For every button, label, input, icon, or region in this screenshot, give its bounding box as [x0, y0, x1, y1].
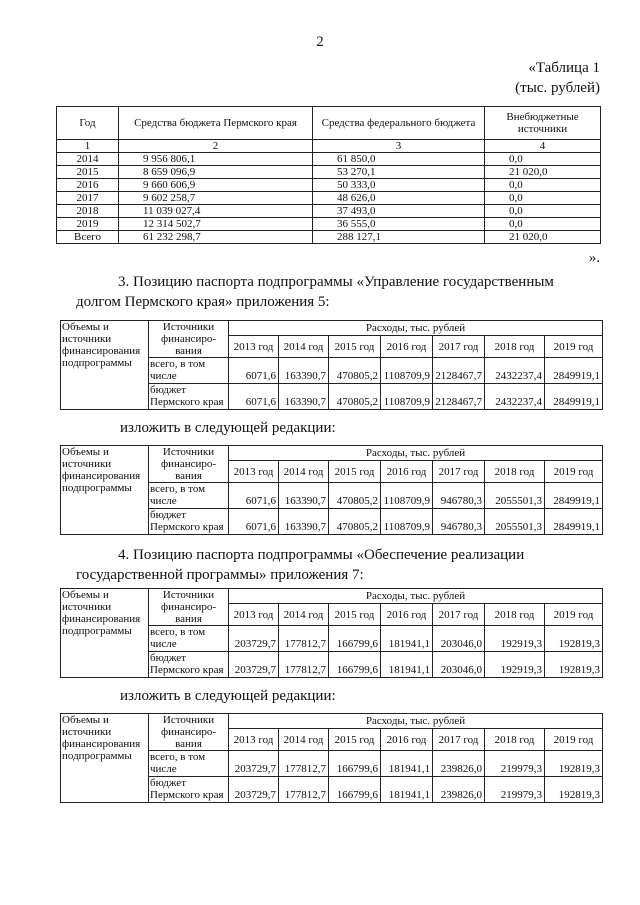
year-cell: 2016: [57, 179, 119, 192]
regional-budget-value: 203729,7: [229, 777, 279, 803]
passport-table: [60, 588, 603, 678]
value-cell: 61 232 298,7: [119, 231, 313, 244]
year-header: 2017 год: [433, 461, 485, 483]
value-cell: 0,0: [485, 218, 601, 231]
expenses-header: Расходы, тыс. рублей: [229, 714, 603, 729]
total-value: 181941,1: [381, 751, 433, 777]
regional-budget-value: 2128467,7: [433, 384, 485, 410]
regional-budget-value: 219979,3: [485, 777, 545, 803]
total-value: 2055501,3: [485, 483, 545, 509]
year-header: 2013 год: [229, 604, 279, 626]
total-value: 192919,3: [485, 626, 545, 652]
regional-budget-value: 192819,3: [545, 652, 603, 678]
paragraph-3: [78, 272, 600, 312]
value-cell: 36 555,0: [313, 218, 485, 231]
total-value: 2432237,4: [485, 358, 545, 384]
index-cell: 1: [57, 140, 119, 153]
year-header: 2013 год: [229, 336, 279, 358]
regional-budget-value: 6071,6: [229, 384, 279, 410]
regional-budget-value: 181941,1: [381, 777, 433, 803]
value-cell: 0,0: [485, 179, 601, 192]
regional-budget-value: 2849919,1: [545, 509, 603, 535]
value-cell: 48 626,0: [313, 192, 485, 205]
closing-quote: ».: [588, 250, 600, 266]
year-header: 2016 год: [381, 604, 433, 626]
year-header: 2015 год: [329, 461, 381, 483]
year-header: 2015 год: [329, 729, 381, 751]
table-row: [57, 153, 601, 166]
total-value: 470805,2: [329, 358, 381, 384]
year-cell: 2014: [57, 153, 119, 166]
value-cell: 50 333,0: [313, 179, 485, 192]
paragraph-4-line2: государственной программы» приложения 7:: [76, 567, 364, 583]
total-label: всего, в том числе: [149, 358, 229, 384]
regional-budget-value: 192919,3: [485, 652, 545, 678]
expenses-header: Расходы, тыс. рублей: [229, 321, 603, 336]
total-value: 163390,7: [279, 483, 329, 509]
regional-budget-value: 470805,2: [329, 509, 381, 535]
total-value: 203729,7: [229, 626, 279, 652]
regional-budget-value: 239826,0: [433, 777, 485, 803]
year-header: 2014 год: [279, 336, 329, 358]
table-row: [57, 179, 601, 192]
total-label: всего, в том числе: [149, 751, 229, 777]
paragraph-4-line1: 4. Позицию паспорта подпрограммы «Обеспечение реализации: [118, 547, 525, 563]
regional-budget-label: бюджет Пермского края: [149, 652, 229, 678]
regional-budget-value: 192819,3: [545, 777, 603, 803]
regional-budget-label: бюджет Пермского края: [149, 384, 229, 410]
table-header-row: [57, 107, 601, 140]
year-header: 2014 год: [279, 461, 329, 483]
funding-volume-header: Объемы и источники финансирования подпрограммы: [61, 321, 149, 410]
passport-table: [60, 445, 603, 535]
year-cell: 2018: [57, 205, 119, 218]
paragraph-3-line1: 3. Позицию паспорта подпрограммы «Управление государственным: [118, 274, 554, 290]
paragraph-3-line2: долгом Пермского края» приложения 5:: [76, 294, 330, 310]
regional-budget-value: 2432237,4: [485, 384, 545, 410]
regional-budget-value: 163390,7: [279, 509, 329, 535]
year-cell: 2017: [57, 192, 119, 205]
passport-header-row: [61, 714, 603, 729]
total-value: 203729,7: [229, 751, 279, 777]
table-index-row: [57, 140, 601, 153]
paragraph-4: [78, 545, 600, 585]
value-cell: 12 314 502,7: [119, 218, 313, 231]
funding-source-header: Источники финансиро-вания: [149, 589, 229, 626]
year-header: 2019 год: [545, 336, 603, 358]
value-cell: 53 270,1: [313, 166, 485, 179]
year-header: 2017 год: [433, 336, 485, 358]
total-value: 166799,6: [329, 751, 381, 777]
regional-budget-value: 6071,6: [229, 509, 279, 535]
regional-budget-value: 470805,2: [329, 384, 381, 410]
year-header: 2019 год: [545, 461, 603, 483]
year-header: 2014 год: [279, 604, 329, 626]
expenses-header: Расходы, тыс. рублей: [229, 446, 603, 461]
total-value: 192819,3: [545, 751, 603, 777]
value-cell: 9 660 606,9: [119, 179, 313, 192]
regional-budget-value: 177812,7: [279, 777, 329, 803]
year-header: 2016 год: [381, 729, 433, 751]
header-extrabudgetary: Внебюджетные источники: [485, 107, 601, 140]
regional-budget-value: 946780,3: [433, 509, 485, 535]
regional-budget-value: 1108709,9: [381, 384, 433, 410]
total-value: 1108709,9: [381, 358, 433, 384]
value-cell: 288 127,1: [313, 231, 485, 244]
year-header: 2016 год: [381, 336, 433, 358]
regional-budget-value: 203729,7: [229, 652, 279, 678]
total-value: 192819,3: [545, 626, 603, 652]
index-cell: 4: [485, 140, 601, 153]
value-cell: 9 956 806,1: [119, 153, 313, 166]
year-header: 2015 год: [329, 604, 381, 626]
regional-budget-label: бюджет Пермского края: [149, 509, 229, 535]
table-unit: (тыс. рублей): [515, 80, 600, 96]
table-row: [57, 205, 601, 218]
index-cell: 2: [119, 140, 313, 153]
funding-source-header: Источники финансиро-вания: [149, 446, 229, 483]
header-year: Год: [57, 107, 119, 140]
regional-budget-value: 163390,7: [279, 384, 329, 410]
regional-budget-value: 1108709,9: [381, 509, 433, 535]
total-value: 6071,6: [229, 358, 279, 384]
value-cell: 61 850,0: [313, 153, 485, 166]
total-value: 1108709,9: [381, 483, 433, 509]
regional-budget-value: 203046,0: [433, 652, 485, 678]
year-header: 2018 год: [485, 461, 545, 483]
regional-budget-label: бюджет Пермского края: [149, 777, 229, 803]
expenses-header: Расходы, тыс. рублей: [229, 589, 603, 604]
year-header: 2015 год: [329, 336, 381, 358]
year-header: 2014 год: [279, 729, 329, 751]
replace-text-2: изложить в следующей редакции:: [120, 688, 336, 704]
year-cell: 2015: [57, 166, 119, 179]
regional-budget-value: 177812,7: [279, 652, 329, 678]
header-federal-budget: Средства федерального бюджета: [313, 107, 485, 140]
total-value: 163390,7: [279, 358, 329, 384]
value-cell: 11 039 027,4: [119, 205, 313, 218]
total-value: 6071,6: [229, 483, 279, 509]
funding-volume-header: Объемы и источники финансирования подпрограммы: [61, 589, 149, 678]
replace-text-1: изложить в следующей редакции:: [120, 420, 336, 436]
year-header: 2016 год: [381, 461, 433, 483]
regional-budget-value: 166799,6: [329, 777, 381, 803]
table-row: [57, 166, 601, 179]
regional-budget-value: 181941,1: [381, 652, 433, 678]
total-value: 470805,2: [329, 483, 381, 509]
total-value: 2128467,7: [433, 358, 485, 384]
budget-sources-table: [56, 106, 601, 244]
value-cell: 8 659 096,9: [119, 166, 313, 179]
passport-header-row: [61, 446, 603, 461]
year-header: 2018 год: [485, 336, 545, 358]
total-value: 177812,7: [279, 626, 329, 652]
value-cell: 21 020,0: [485, 231, 601, 244]
year-header: 2019 год: [545, 604, 603, 626]
year-header: 2013 год: [229, 729, 279, 751]
year-header: 2017 год: [433, 604, 485, 626]
table-caption: «Таблица 1: [528, 60, 600, 76]
passport-header-row: [61, 589, 603, 604]
total-label: всего, в том числе: [149, 483, 229, 509]
regional-budget-value: 2055501,3: [485, 509, 545, 535]
passport-header-row: [61, 321, 603, 336]
total-value: 203046,0: [433, 626, 485, 652]
total-value: 2849919,1: [545, 483, 603, 509]
total-value: 946780,3: [433, 483, 485, 509]
total-value: 166799,6: [329, 626, 381, 652]
value-cell: 0,0: [485, 192, 601, 205]
value-cell: 21 020,0: [485, 166, 601, 179]
regional-budget-value: 2849919,1: [545, 384, 603, 410]
funding-source-header: Источники финансиро-вания: [149, 321, 229, 358]
year-header: 2013 год: [229, 461, 279, 483]
funding-source-header: Источники финансиро-вания: [149, 714, 229, 751]
regional-budget-value: 166799,6: [329, 652, 381, 678]
year-cell: Всего: [57, 231, 119, 244]
value-cell: 0,0: [485, 205, 601, 218]
year-header: 2018 год: [485, 604, 545, 626]
total-value: 239826,0: [433, 751, 485, 777]
value-cell: 37 493,0: [313, 205, 485, 218]
passport-table: [60, 713, 603, 803]
value-cell: 9 602 258,7: [119, 192, 313, 205]
index-cell: 3: [313, 140, 485, 153]
total-label: всего, в том числе: [149, 626, 229, 652]
funding-volume-header: Объемы и источники финансирования подпрограммы: [61, 446, 149, 535]
total-value: 177812,7: [279, 751, 329, 777]
total-value: 181941,1: [381, 626, 433, 652]
page-number: 2: [316, 34, 324, 50]
total-value: 219979,3: [485, 751, 545, 777]
table-row: [57, 231, 601, 244]
year-header: 2018 год: [485, 729, 545, 751]
year-header: 2019 год: [545, 729, 603, 751]
funding-volume-header: Объемы и источники финансирования подпрограммы: [61, 714, 149, 803]
table-row: [57, 218, 601, 231]
table-row: [57, 192, 601, 205]
year-cell: 2019: [57, 218, 119, 231]
total-value: 2849919,1: [545, 358, 603, 384]
passport-table: [60, 320, 603, 410]
value-cell: 0,0: [485, 153, 601, 166]
year-header: 2017 год: [433, 729, 485, 751]
header-regional-budget: Средства бюджета Пермского края: [119, 107, 313, 140]
